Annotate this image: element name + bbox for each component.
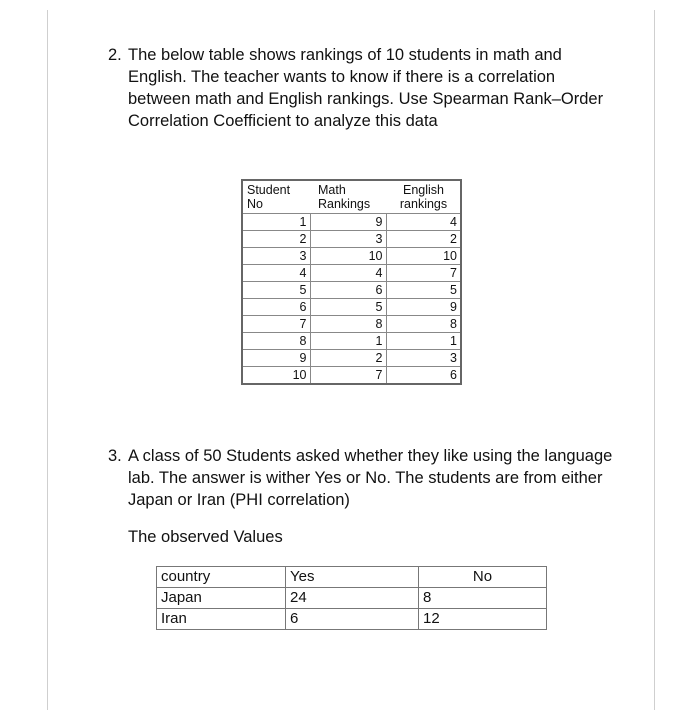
- cell-student: 5: [242, 282, 310, 299]
- cell-student: 4: [242, 265, 310, 282]
- cell-student: 8: [242, 333, 310, 350]
- cell-student: 6: [242, 299, 310, 316]
- header-country: country: [157, 567, 286, 588]
- cell-student: 2: [242, 231, 310, 248]
- cell-no: 12: [419, 609, 547, 630]
- table-row: [242, 282, 461, 299]
- cell-student: 9: [242, 350, 310, 367]
- cell-no: 8: [419, 588, 547, 609]
- cell-math: 1: [310, 333, 386, 350]
- table-row: [242, 214, 461, 231]
- rankings-table: [241, 179, 462, 385]
- cell-english: 1: [386, 333, 461, 350]
- observed-values-label: The observed Values: [128, 528, 283, 546]
- cell-student: 1: [242, 214, 310, 231]
- question-line: lab. The answer is wither Yes or No. The students are from either: [128, 469, 603, 487]
- cell-english: 6: [386, 367, 461, 385]
- header-english: English rankings: [386, 180, 461, 214]
- table-row: [242, 248, 461, 265]
- cell-math: 6: [310, 282, 386, 299]
- table-row: [242, 350, 461, 367]
- table-row: [242, 333, 461, 350]
- header-no: No: [419, 567, 547, 588]
- cell-student: 10: [242, 367, 310, 385]
- table-row: [242, 316, 461, 333]
- cell-student: 3: [242, 248, 310, 265]
- table-row: [157, 609, 547, 630]
- cell-math: 2: [310, 350, 386, 367]
- cell-math: 9: [310, 214, 386, 231]
- cell-math: 10: [310, 248, 386, 265]
- question-text: [128, 445, 618, 511]
- table-header-row: [242, 180, 461, 214]
- cell-english: 9: [386, 299, 461, 316]
- cell-country: Iran: [157, 609, 286, 630]
- cell-math: 5: [310, 299, 386, 316]
- header-student: Student No: [242, 180, 310, 214]
- cell-english: 8: [386, 316, 461, 333]
- header-yes: Yes: [286, 567, 419, 588]
- cell-english: 3: [386, 350, 461, 367]
- cell-english: 4: [386, 214, 461, 231]
- table-row: [242, 299, 461, 316]
- cell-english: 10: [386, 248, 461, 265]
- question-text: [128, 44, 618, 132]
- question-line: Japan or Iran (PHI correlation): [128, 491, 350, 509]
- table-row: [242, 265, 461, 282]
- cell-math: 8: [310, 316, 386, 333]
- cell-math: 7: [310, 367, 386, 385]
- question-number: 2.: [108, 46, 122, 64]
- question-line: English. The teacher wants to know if there is a correlation: [128, 68, 556, 86]
- cell-english: 2: [386, 231, 461, 248]
- question-line: Correlation Coefficient to analyze this data: [128, 112, 438, 130]
- cell-student: 7: [242, 316, 310, 333]
- question-line: The below table shows rankings of 10 students in math and: [128, 46, 562, 64]
- header-math: Math Rankings: [310, 180, 386, 214]
- question-line: between math and English rankings. Use Spearman Rank–Order: [128, 90, 604, 108]
- cell-math: 4: [310, 265, 386, 282]
- table-row: [242, 231, 461, 248]
- cell-yes: 6: [286, 609, 419, 630]
- cell-english: 7: [386, 265, 461, 282]
- observed-values-table: [156, 566, 547, 630]
- cell-english: 5: [386, 282, 461, 299]
- cell-math: 3: [310, 231, 386, 248]
- question-line: A class of 50 Students asked whether they like using the language: [128, 447, 613, 465]
- question-number: 3.: [108, 447, 122, 465]
- cell-yes: 24: [286, 588, 419, 609]
- table-row: [157, 588, 547, 609]
- table-header-row: [157, 567, 547, 588]
- cell-country: Japan: [157, 588, 286, 609]
- table-row: [242, 367, 461, 385]
